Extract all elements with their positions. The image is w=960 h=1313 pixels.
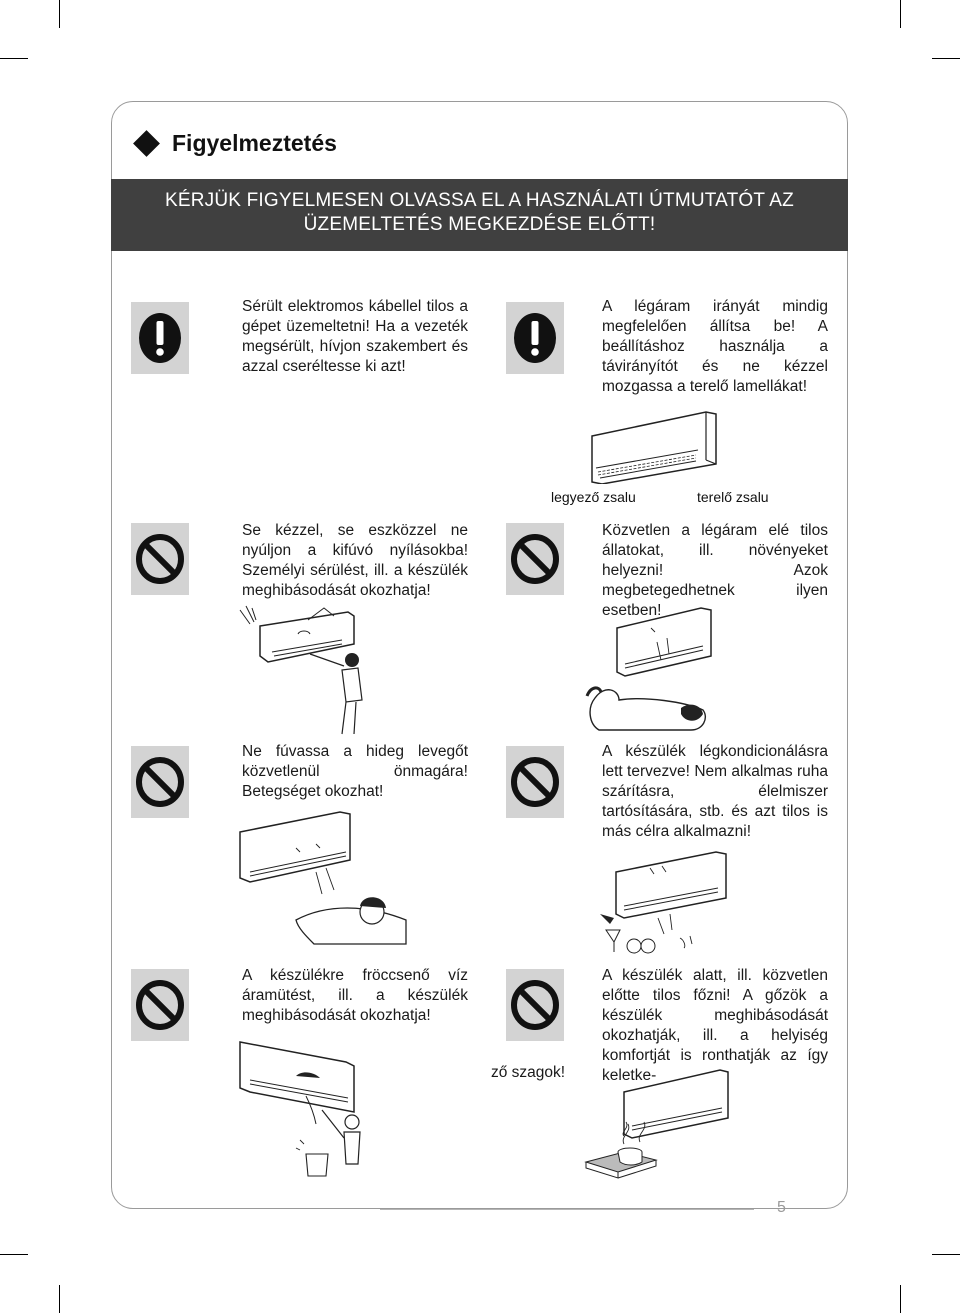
warning-text: Sérült elektromos kábellel tilos a gépet üzemeltetni! Ha a vezeték megsérült, hívjon szakembert és azzal cseréltesse ki azt! [242,298,468,375]
exclamation-icon [131,302,189,374]
crop-mark [900,1285,901,1313]
warning-text: A légáram irányát mindig megfelelően állítsa be! A beállításhoz használja a távirányítót és ne kézzel mozgassa a terelő lamellákat! [602,298,828,395]
warning-text: A készülék légkondicionálásra lett tervezve! Nem alkalmas ruha szárításra, élelmiszer tartósítására, stb. és azt tilos is más célra alkalmazni! [602,743,828,840]
prohibition-icon [131,969,189,1041]
banner-line-2: ÜZEMELTETÉS MEGKEZDÉSE ELŐTT! [303,214,656,235]
warning-text: Közvetlen a légáram elé tilos állatokat, ill. növényeket helyezni! Azok megbetegedhetnek ilyen esetben! [602,522,828,619]
warning-text: A készülékre fröccsenő víz áramütést, ill. a készülék meghibásodását okozhatja! [242,967,468,1024]
diamond-icon [133,130,160,157]
banner-line-1: KÉRJÜK FIGYELMESEN OLVASSA EL A HASZNÁLATI ÚTMUTATÓT AZ [164,190,794,211]
overflow-text: ző szagok! [491,1064,566,1081]
crop-mark [59,1285,60,1313]
deflector-louver-label: terelő zsalu [697,489,769,505]
page-number: 5 [777,1199,786,1216]
warning-text: A készülék alatt, ill. közvetlen előtte tilos főzni! A gőzök a készülék meghibásodását okozhatják, ill. a helyiség komfortját is ronthatják az így keletke- [602,967,828,1084]
ac-unit-louvers-illustration [588,408,720,484]
prohibition-icon [506,523,564,595]
warning-text: Ne fúvassa a hideg levegőt közvetlenül önmagára! Betegséget okozhat! [242,743,468,800]
prohibition-icon [131,523,189,595]
fan-louver-label: legyező zsalu [551,489,636,505]
footer-rule [380,1209,754,1210]
prohibition-icon [506,969,564,1041]
hand-in-outlet-illustration [238,604,368,736]
exclamation-icon [506,302,564,374]
crop-mark [0,1254,28,1255]
crop-mark [59,0,60,28]
ac-pet-illustration [585,598,717,738]
ac-cooking-illustration [584,1066,732,1186]
page-title: Figyelmeztetés [172,130,337,156]
warning-banner [111,179,848,251]
ac-sleeping-person-illustration [236,808,416,958]
ac-water-splash-illustration [236,1034,366,1184]
crop-mark [0,58,28,59]
crop-mark [932,58,960,59]
crop-mark [900,0,901,28]
crop-mark [932,1254,960,1255]
prohibition-icon [506,746,564,818]
prohibition-icon [131,746,189,818]
heading [133,130,337,157]
warning-text: Se kézzel, se eszközzel ne nyúljon a kifúvó nyílásokba! Személyi sérülést, ill. a készülék meghibásodását okozhatja! [242,522,468,599]
ac-food-drying-illustration [600,848,732,958]
